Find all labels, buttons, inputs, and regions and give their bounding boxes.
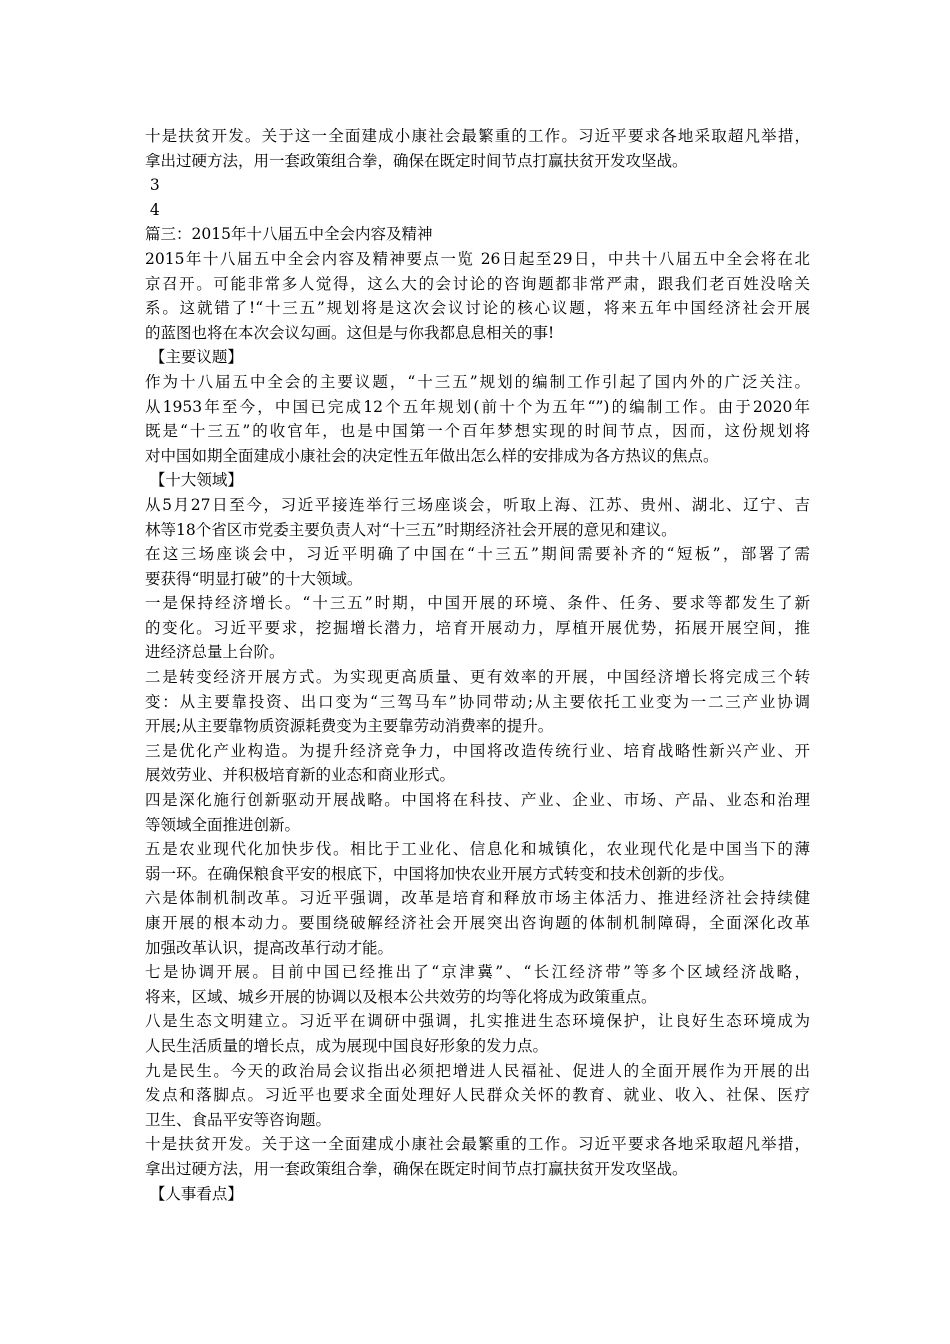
text-line: 二是转变经济开展方式。为实现更高质量、更有效率的开展，中国经济增长将完成三个转 (145, 668, 810, 687)
text-line: 从1953年至今，中国已完成12个五年规划(前十个为五年“”)的编制工作。由于2020年 (145, 397, 810, 416)
text-line: 四是深化施行创新驱动开展战略。中国将在科技、产业、企业、市场、产品、业态和治理 (145, 791, 810, 810)
text-line: 作为十八届五中全会的主要议题，“十三五”规划的编制工作引起了国内外的广泛关注。 (145, 372, 810, 391)
text-line: 的变化。习近平要求，挖掘增长潜力，培育开展动力，厚植开展优势，拓展开展空间，推 (145, 618, 810, 637)
text-line: 3 (145, 176, 160, 195)
text-line: 从5月27日至今，习近平接连举行三场座谈会，听取上海、江苏、贵州、湖北、辽宁、吉 (145, 495, 810, 514)
text-line: 【主要议题】 (145, 348, 243, 367)
text-line: 卫生、食品平安等咨询题。 (145, 1110, 332, 1129)
document-page (145, 124, 810, 1206)
text-line: 康开展的根本动力。要围绕破解经济社会开展突出咨询题的体制机制障碍，全面深化改革 (145, 914, 810, 932)
text-line: 开展;从主要靠物质资源耗费变为主要靠劳动消费率的提升。 (145, 717, 554, 736)
text-line: 展效劳业、并积极培育新的业态和商业形式。 (145, 766, 456, 785)
text-line: 一是保持经济增长。“十三五”时期，中国开展的环境、条件、任务、要求等都发生了新 (145, 594, 810, 613)
text-line: 十是扶贫开发。关于这一全面建成小康社会最繁重的工作。习近平要求各地采取超凡举措， (145, 127, 810, 145)
text-line: 九是民生。今天的政治局会议指出必须把增进人民福祉、促进人的全面开展作为开展的出 (145, 1061, 810, 1080)
text-line: 等领域全面推进创新。 (145, 815, 301, 834)
text-line: 【十大领域】 (145, 471, 243, 490)
text-line: 人民生活质量的增长点，成为展现中国良好形象的发力点。 (145, 1036, 549, 1055)
text-line: 五是农业现代化加快步伐。相比于工业化、信息化和城镇化，农业现代化是中国当下的薄 (145, 840, 810, 859)
text-line: 要获得“明显打破”的十大领域。 (145, 569, 363, 588)
text-line: 2015年十八届五中全会内容及精神要点一览 26日起至29日，中共十八届五中全会将在北 (145, 249, 810, 268)
text-line: 在这三场座谈会中，习近平明确了中国在“十三五”期间需要补齐的“短板”，部署了需 (145, 545, 810, 564)
text-line: 【人事看点】 (145, 1184, 243, 1203)
text-line: 六是体制机制改革。习近平强调，改革是培育和释放市场主体活力、推进经济社会持续健 (145, 889, 810, 908)
text-line: 对中国如期全面建成小康社会的决定性五年做出怎么样的安排成为各方热议的焦点。 (145, 446, 719, 465)
text-line: 系。这就错了!“十三五”规划将是这次会议讨论的核心议题，将来五年中国经济社会开展 (145, 299, 810, 318)
text-line: 将来，区域、城乡开展的协调以及根本公共效劳的均等化将成为政策重点。 (145, 987, 657, 1006)
text-line: 七是协调开展。目前中国已经推出了“京津冀”、“长江经济带”等多个区域经济战略， (145, 963, 810, 982)
text-line: 林等18个省区市党委主要负责人对“十三五”时期经济社会开展的意见和建议。 (145, 520, 677, 539)
text-line: 发点和落脚点。习近平也要求全面处理好人民群众关怀的教育、就业、收入、社保、医疗 (145, 1086, 810, 1105)
text-line: 八是生态文明建立。习近平在调研中强调，扎实推进生态环境保护，让良好生态环境成为 (145, 1012, 810, 1031)
text-line: 京召开。可能非常多人觉得，这么大的会讨论的咨询题都非常严肃，跟我们老百姓没啥关 (145, 274, 810, 293)
text-line: 既是“十三五”的收官年，也是中国第一个百年梦想实现的时间节点，因而，这份规划将 (145, 422, 810, 441)
text-line: 变：从主要靠投资、出口变为“三驾马车”协同带动;从主要依托工业变为一二三产业协调 (145, 692, 810, 711)
text-line: 篇三：2015年十八届五中全会内容及精神 (145, 225, 433, 244)
text-line: 拿出过硬方法，用一套政策组合拳，确保在既定时间节点打赢扶贫开发攻坚战。 (145, 151, 688, 170)
text-line: 4 (145, 200, 160, 219)
text-line: 十是扶贫开发。关于这一全面建成小康社会最繁重的工作。习近平要求各地采取超凡举措， (145, 1135, 810, 1154)
text-line: 加强改革认识，提高改革行动才能。 (145, 938, 394, 957)
text-line: 进经济总量上台阶。 (145, 643, 285, 662)
text-line: 的蓝图也将在本次会议勾画。这但是与你我都息息相关的事! (145, 323, 555, 342)
text-line: 拿出过硬方法，用一套政策组合拳，确保在既定时间节点打赢扶贫开发攻坚战。 (145, 1159, 688, 1178)
text-line: 三是优化产业构造。为提升经济竞争力，中国将改造传统行业、培育战略性新兴产业、开 (145, 741, 810, 760)
text-line: 弱一环。在确保粮食平安的根底下，中国将加快农业开展方式转变和技术创新的步伐。 (145, 864, 735, 883)
